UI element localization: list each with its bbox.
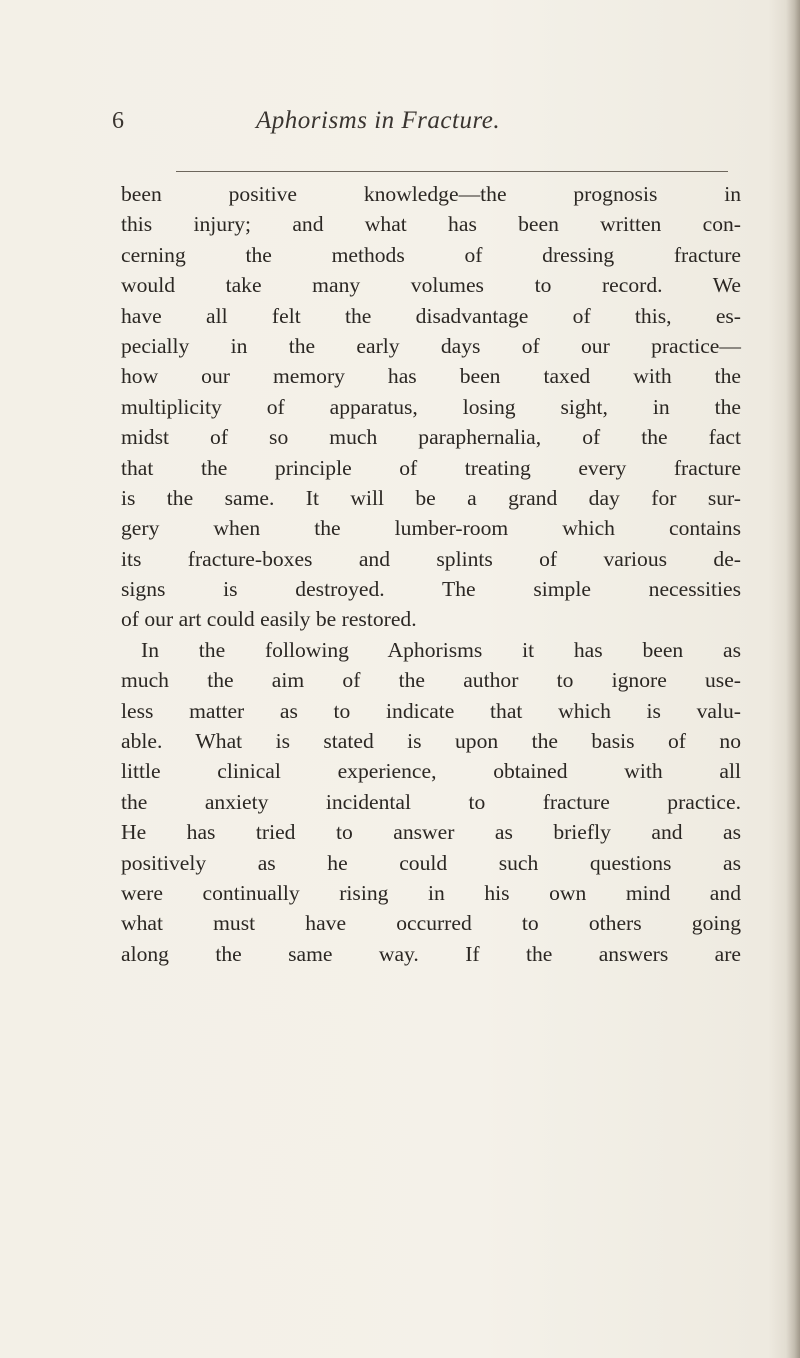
text-line: been positive knowledge—the prognosis in <box>121 182 741 206</box>
page-number: 6 <box>112 108 124 134</box>
text-line: cerning the methods of dressing fracture <box>121 242 741 267</box>
text-line: have all felt the disadvantage of this, es- <box>121 303 741 328</box>
text-line: this injury; and what has been written con- <box>121 212 741 237</box>
text-line: less matter as to indicate that which is valu- <box>121 698 741 723</box>
text-line: along the same way. If the answers are <box>121 941 741 966</box>
text-line: the anxiety incidental to fracture practice. <box>121 789 741 814</box>
text-line: multiplicity of apparatus, losing sight, in the <box>121 394 741 419</box>
text-line: would take many volumes to record. We <box>121 273 741 298</box>
text-line: midst of so much paraphernalia, of the fact <box>121 425 741 450</box>
text-line: He has tried to answer as briefly and as <box>121 820 741 845</box>
text-line: is the same. It will be a grand day for sur- <box>121 485 741 510</box>
body-text <box>121 179 741 969</box>
text-line: pecially in the early days of our practice— <box>121 333 741 358</box>
paragraph-start-line: In the following Aphorisms it has been as <box>141 637 741 662</box>
text-line: much the aim of the author to ignore use- <box>121 668 741 693</box>
text-line: its fracture-boxes and splints of various de- <box>121 546 741 571</box>
text-line: gery when the lumber-room which contains <box>121 516 741 541</box>
text-line: positively as he could such questions as <box>121 850 741 875</box>
page-edge-shadow <box>786 0 800 1358</box>
text-line: how our memory has been taxed with the <box>121 364 741 389</box>
text-line: able. What is stated is upon the basis of no <box>121 729 741 754</box>
text-line: little clinical experience, obtained with all <box>121 759 741 784</box>
text-line: were continually rising in his own mind and <box>121 880 741 905</box>
text-line: of our art could easily be restored. <box>121 607 417 632</box>
header-rule <box>176 171 728 172</box>
running-head <box>112 104 712 144</box>
text-line: what must have occurred to others going <box>121 911 741 936</box>
text-line: that the principle of treating every fracture <box>121 455 741 480</box>
running-title: Aphorisms in Fracture. <box>256 107 501 134</box>
text-line: signs is destroyed. The simple necessities <box>121 577 741 602</box>
